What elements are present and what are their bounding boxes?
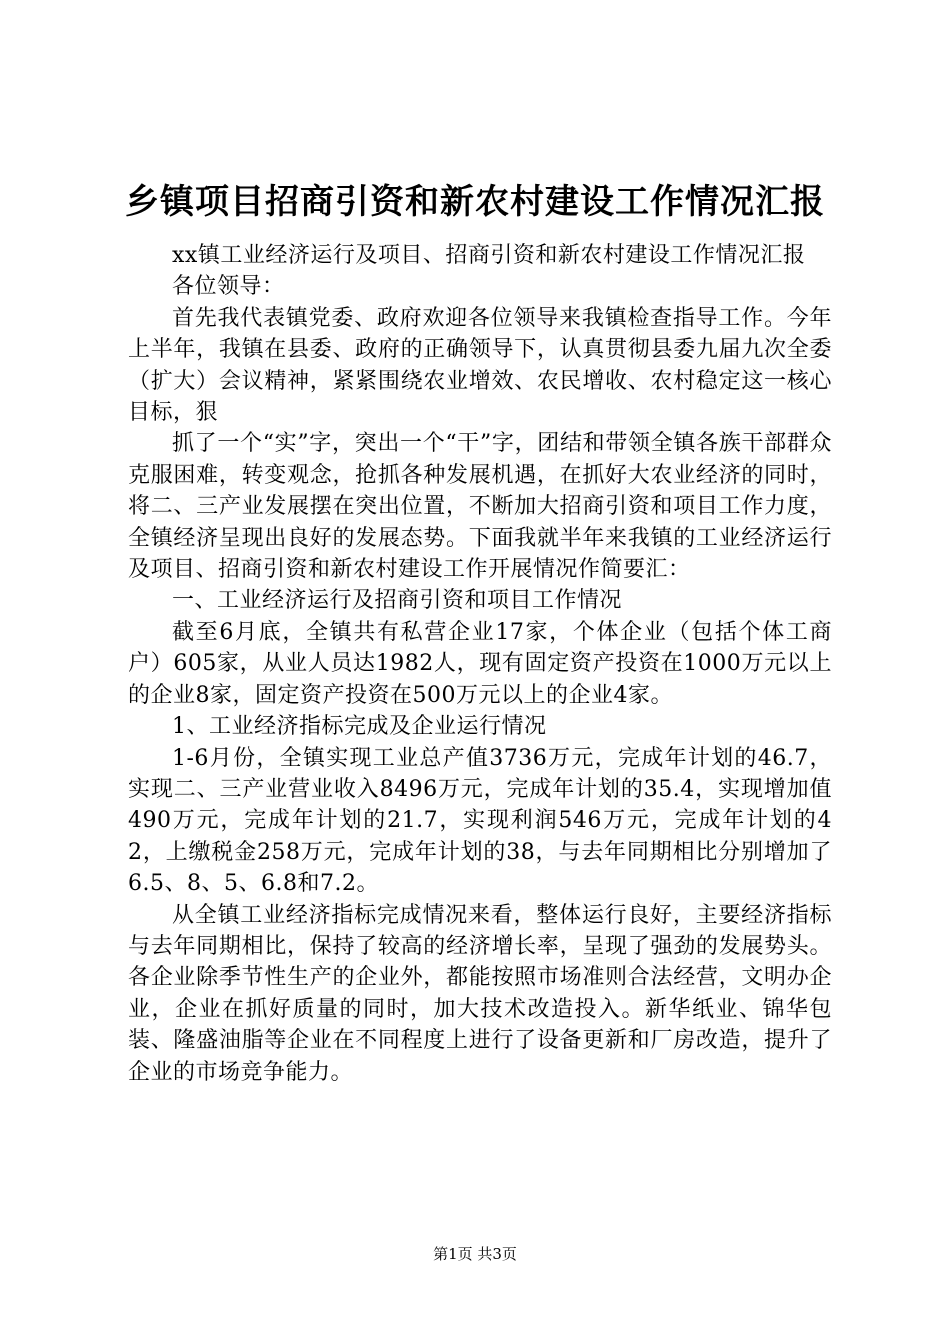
paragraph-indicators: 1-6月份，全镇实现工业总产值3736万元，完成年计划的46.7，实现二、三产业营业收入8496万元，完成年计划的35.4，实现增加值490万元，完成年计划的21.7，实现利润546万元，完成年计划的42，上缴税金258万元，完成年计划的38，与去年同期相比分别增加了6.5、8、5、6.8和7.2。 [128, 745, 832, 897]
page-footer: 第1页 共3页 [433, 1245, 517, 1263]
paragraph-subtitle: xx镇工业经济运行及项目、招商引资和新农村建设工作情况汇报 [172, 243, 806, 268]
document-body [128, 240, 832, 1088]
paragraph-analysis: 从全镇工业经济指标完成情况来看，整体运行良好，主要经济指标与去年同期相比，保持了较高的经济增长率，呈现了强劲的发展势头。各企业除季节性生产的企业外，都能按照市场准则合法经营，文明办企业，企业在抓好质量的同时，加大技术改造投入。新华纸业、锦华包装、隆盛油脂等企业在不同程度上进行了设备更新和厂房改造，提升了企业的市场竞争能力。 [128, 902, 832, 1085]
section-heading-1: 一、工业经济运行及招商引资和项目工作情况 [172, 588, 623, 614]
paragraph-overview: 抓了一个“实”字，突出一个“干”字，团结和带领全镇各族干部群众克服困难，转变观念，抢抓各种发展机遇，在抓好大农业经济的同时，将二、三产业发展摆在突出位置，不断加大招商引资和项目工作力度，全镇经济呈现出良好的发展态势。下面我就半年来我镇的工业经济运行及项目、招商引资和新农村建设工作开展情况作简要汇： [128, 431, 832, 583]
document-title: 乡镇项目招商引资和新农村建设工作情况汇报 [125, 182, 825, 222]
paragraph-intro: 首先我代表镇党委、政府欢迎各位领导来我镇检查指导工作。今年上半年，我镇在县委、政府的正确领导下，认真贯彻县委九届九次全委（扩大）会议精神，紧紧围绕农业增效、农民增收、农村稳定这一核心目标，狠 [128, 305, 832, 426]
paragraph-enterprise-stats: 截至6月底，全镇共有私营企业17家，个体企业（包括个体工商户）605家，从业人员达1982人，现有固定资产投资在1000万元以上的企业8家，固定资产投资在500万元以上的企业4家。 [128, 619, 832, 708]
subsection-heading-1: 1、工业经济指标完成及企业运行情况 [172, 714, 547, 740]
paragraph-salutation: 各位领导： [172, 274, 285, 300]
